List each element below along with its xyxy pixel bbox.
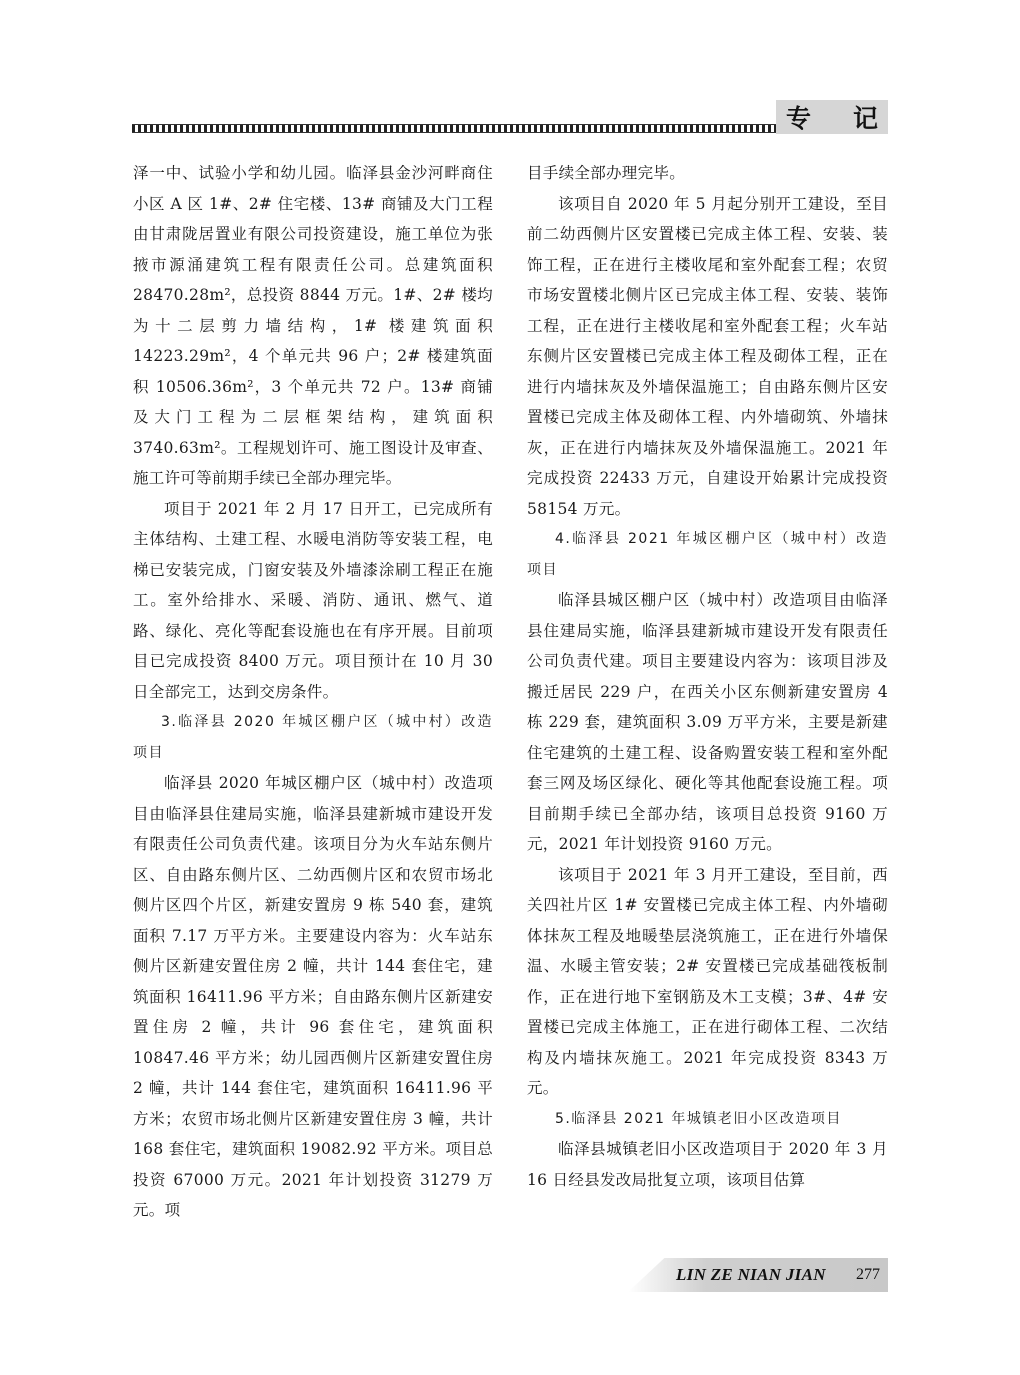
journal-name: LIN ZE NIAN JIAN [676,1265,826,1284]
section-title-char-2: 记 [852,104,878,133]
section-title-char-1: 专 [786,104,812,133]
page-number: 277 [856,1266,880,1283]
section-heading: 4.临泽县 2021 年城区棚户区（城中村）改造项目 [527,531,888,578]
body-paragraph: 目手续全部办理完毕。 [527,164,686,182]
section-heading: 5.临泽县 2021 年城镇老旧小区改造项目 [555,1110,842,1127]
right-column [527,158,888,1195]
section-tab [776,100,888,134]
header-decorative-rule [132,124,776,133]
section-heading: 3.临泽县 2020 年城区棚户区（城中村）改造项目 [133,714,493,761]
body-paragraph: 泽一中、试验小学和幼儿园。临泽县金沙河畔商住小区 A 区 1#、2# 住宅楼、13# 商铺及大门工程由甘肃陇居置业有限公司投资建设，施工单位为张掖市源涌建筑工程有限责任公司。总建筑面积 28470.28m²，总投资 8844 万元。1#、2# 楼均为十二层剪力墙结构，1# 楼建筑面积 14223.29m²，4 个单元共 96 户；2# 楼建筑面积 10506.36m²，3 个单元共 72 户。13# 商铺及大门工程为二层框架结构，建筑面积 3740.63m²。工程规划许可、施工图设计及审查、施工许可等前期手续已全部办理完毕。 [133,164,493,487]
body-paragraph: 临泽县城镇老旧小区改造项目于 2020 年 3 月 16 日经县发改局批复立项，该项目估算 [527,1140,888,1189]
left-column [133,158,493,1226]
body-paragraph: 临泽县城区棚户区（城中村）改造项目由临泽县住建局实施，临泽县建新城市建设开发有限责任公司负责代建。项目主要建设内容为：该项目涉及搬迁居民 229 户，在西关小区东侧新建安置房 4 栋 229 套，建筑面积 3.09 万平方米，主要是新建住宅建筑的土建工程、设备购置安装工程和室外配套三网及场区绿化、硬化等其他配套设施工程。项目前期手续已全部办结，该项目总投资 9160 万元，2021 年计划投资 9160 万元。 [527,591,888,853]
body-paragraph: 临泽县 2020 年城区棚户区（城中村）改造项目由临泽县住建局实施，临泽县建新城市建设开发有限责任公司负责代建。该项目分为火车站东侧片区、自由路东侧片区、二幼西侧片区和农贸市场北侧片区四个片区，新建安置房 9 栋 540 套，建筑面积 7.17 万平方米。主要建设内容为：火车站东侧片区新建安置住房 2 幢，共计 144 套住宅，建筑面积 16411.96 平方米；自由路东侧片区新建安置住房 2 幢，共计 96 套住宅，建筑面积 10847.46 平方米；幼儿园西侧片区新建安置住房 2 幢，共计 144 套住宅，建筑面积 16411.96 平方米；农贸市场北侧片区新建安置住房 3 幢，共计 168 套住宅，建筑面积 19082.92 平方米。项目总投资 67000 万元。2021 年计划投资 31279 万元。项 [133,774,493,1219]
body-paragraph: 该项目于 2021 年 3 月开工建设，至目前，西关四社片区 1# 安置楼已完成主体工程、内外墙砌体抹灰工程及地暖垫层浇筑施工，正在进行外墙保温、水暖主管安装；2# 安置楼已完成基础筏板制作，正在进行地下室钢筋及木工支模；3#、4# 安置楼已完成主体施工，正在进行砌体工程、二次结构及内墙抹灰施工。2021 年完成投资 8343 万元。 [527,865,888,1097]
body-paragraph: 该项目自 2020 年 5 月起分别开工建设，至目前二幼西侧片区安置楼已完成主体工程、安装、装饰工程，正在进行主楼收尾和室外配套工程；农贸市场安置楼北侧片区已完成主体工程、安装、装饰工程，正在进行主楼收尾和室外配套工程；火车站东侧片区安置楼已完成主体工程及砌体工程，正在进行内墙抹灰及外墙保温施工；自由路东侧片区安置楼已完成主体及砌体工程、内外墙砌筑、外墙抹灰，正在进行内墙抹灰及外墙保温施工。2021 年完成投资 22433 万元，自建设开始累计完成投资 58154 万元。 [527,194,888,518]
body-paragraph: 项目于 2021 年 2 月 17 日开工，已完成所有主体结构、土建工程、水暖电消防等安装工程，电梯已安装完成，门窗安装及外墙漆涂刷工程正在施工。室外给排水、采暖、消防、通讯、燃气、道路、绿化、亮化等配套设施也在有序开展。目前项目已完成投资 8400 万元。项目预计在 10 月 30 日全部完工，达到交房条件。 [133,499,493,701]
